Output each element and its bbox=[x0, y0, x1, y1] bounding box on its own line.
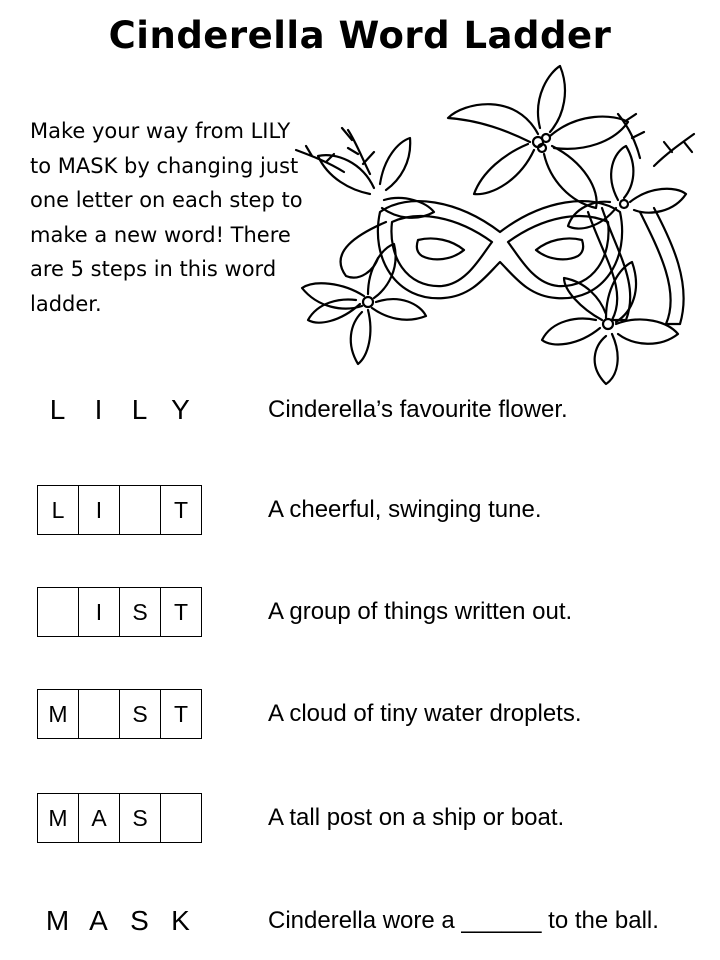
clue-text: A group of things written out. bbox=[268, 598, 573, 625]
letter: S bbox=[130, 905, 149, 936]
letter-box[interactable]: T bbox=[173, 598, 189, 625]
letter-box[interactable]: T bbox=[173, 700, 189, 727]
start-word bbox=[37, 385, 207, 435]
letter-box[interactable]: S bbox=[120, 690, 161, 738]
letter: A bbox=[89, 905, 108, 936]
letter-box[interactable]: S bbox=[120, 588, 161, 636]
letter-box[interactable]: S bbox=[120, 794, 161, 842]
ladder-step-4 bbox=[37, 793, 707, 843]
clue-text: Cinderella’s favourite flower. bbox=[268, 396, 568, 423]
letter-box[interactable] bbox=[120, 486, 161, 534]
page-title: Cinderella Word Ladder bbox=[108, 14, 612, 57]
ladder-step-2 bbox=[37, 587, 707, 637]
mask-flower-illustration bbox=[288, 62, 708, 392]
letter-box[interactable]: M bbox=[38, 794, 79, 842]
letter: K bbox=[171, 905, 190, 936]
letter-box[interactable] bbox=[38, 588, 79, 636]
instructions: Make your way from LILY to MASK by changing just one letter on each step to make a new word! There are 5 steps in this word ladder. bbox=[30, 119, 303, 316]
letter-box[interactable]: I bbox=[79, 486, 120, 534]
letter-box[interactable]: M bbox=[38, 690, 79, 738]
letter-boxes bbox=[37, 689, 202, 739]
clue-text: Cinderella wore a ______ to the ball. bbox=[268, 907, 659, 934]
clue-text: A tall post on a ship or boat. bbox=[268, 804, 565, 831]
letter-boxes bbox=[37, 587, 202, 637]
ladder-step-3 bbox=[37, 689, 707, 739]
letter: I bbox=[94, 394, 103, 425]
letter-box[interactable]: I bbox=[79, 588, 120, 636]
letter-box[interactable] bbox=[161, 794, 201, 842]
letter: M bbox=[45, 905, 70, 936]
letter-box[interactable]: A bbox=[79, 794, 120, 842]
letter: L bbox=[49, 394, 66, 425]
letter-box[interactable]: T bbox=[173, 496, 189, 523]
letter: Y bbox=[171, 394, 190, 425]
letter-box[interactable] bbox=[79, 690, 120, 738]
letter: L bbox=[131, 394, 148, 425]
letter-boxes bbox=[37, 485, 202, 535]
clue-text: A cloud of tiny water droplets. bbox=[268, 700, 582, 727]
letter-boxes bbox=[37, 793, 202, 843]
ladder-step-1 bbox=[37, 485, 707, 535]
clue-text: A cheerful, swinging tune. bbox=[268, 496, 542, 523]
ladder-start bbox=[37, 385, 707, 435]
end-word bbox=[37, 896, 207, 946]
letter-box[interactable]: L bbox=[38, 486, 79, 534]
ladder-end bbox=[37, 896, 707, 946]
